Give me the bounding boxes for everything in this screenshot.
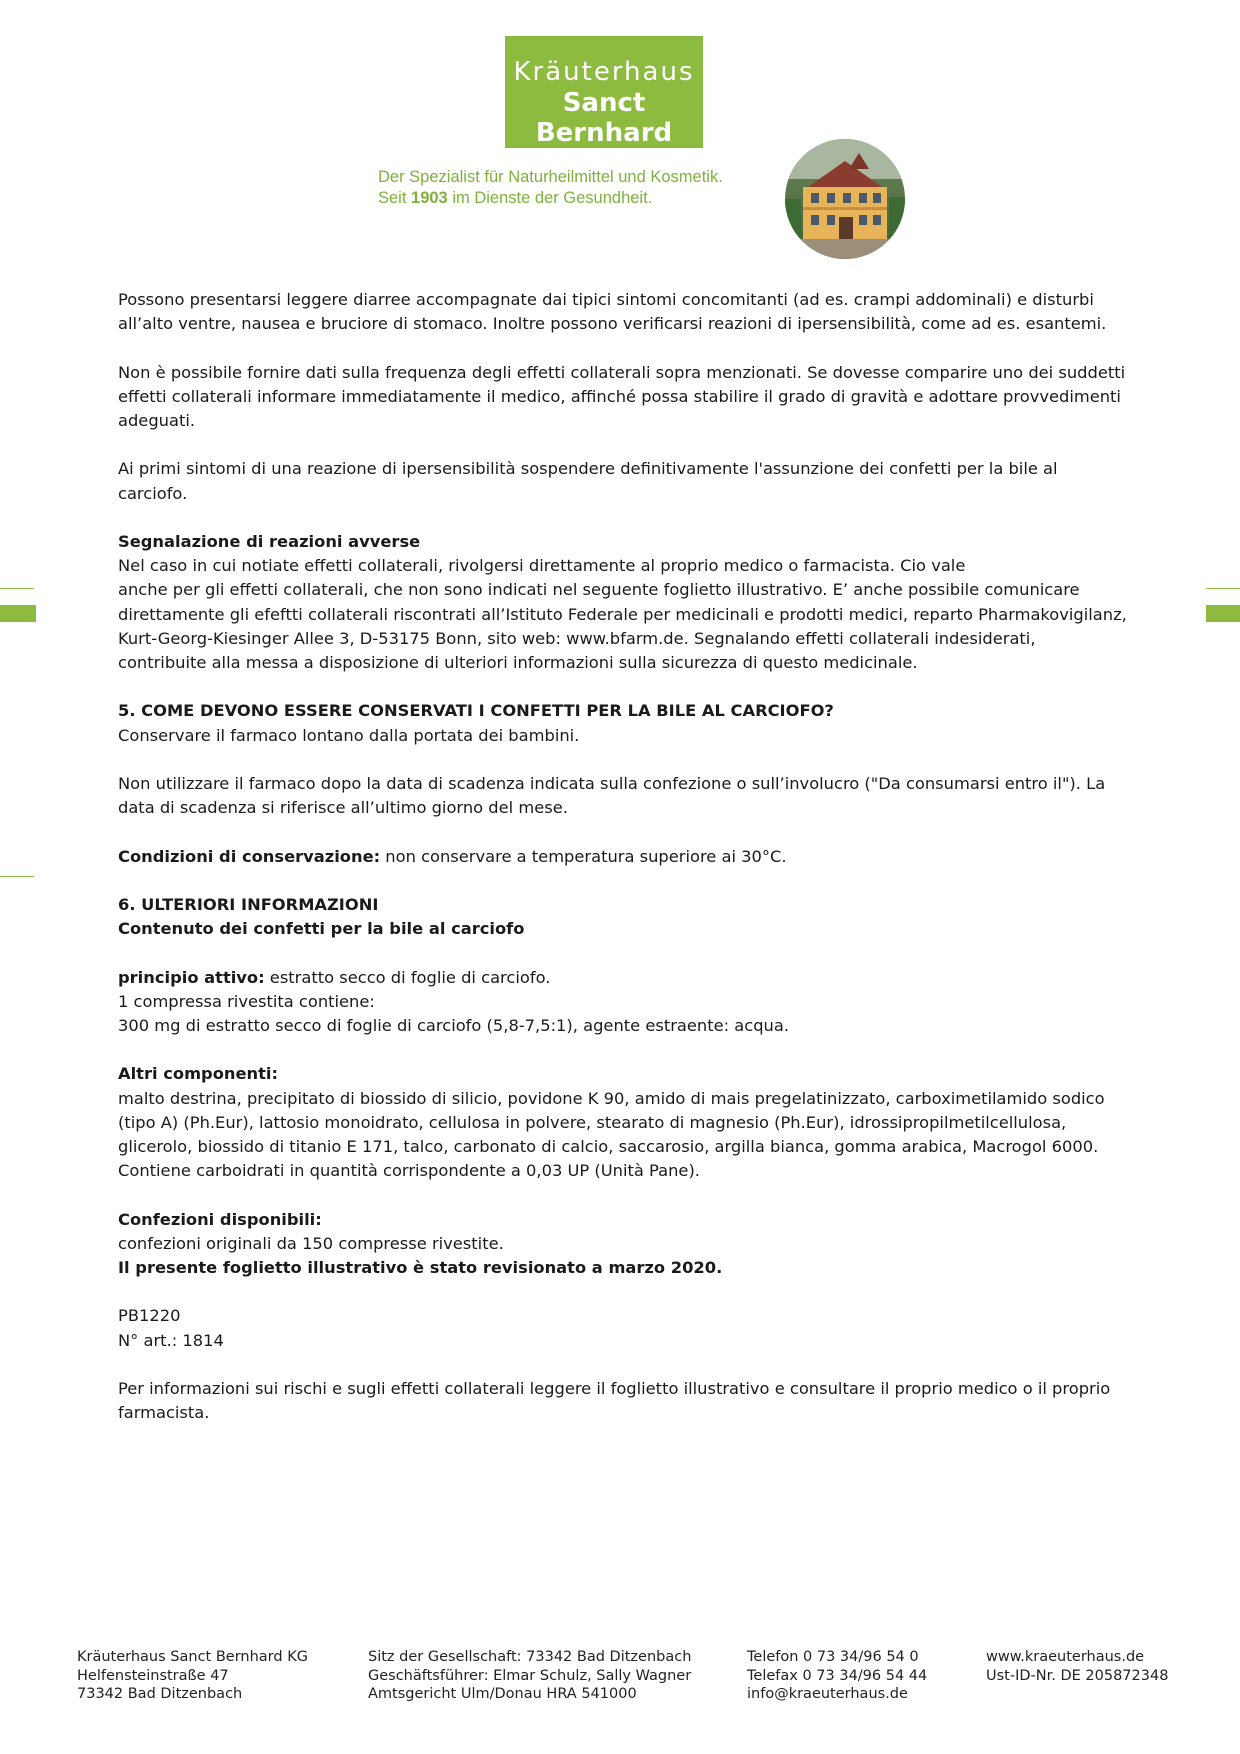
other-label: Altri componenti:: [118, 1064, 278, 1084]
tagline-line-2: [378, 188, 778, 209]
active-ingredient: [118, 966, 1128, 1039]
storage-section: [118, 699, 1128, 747]
storage-value: non conservare a temperatura superiore ai 30°C.: [380, 846, 787, 866]
expiry-paragraph: Non utilizzare il farmaco dopo la data di scadenza indicata sulla confezione o sull’involucro ("Da consumarsi entro il"). La data di scadenza si riferisce all’ultimo giorno del mese.: [118, 773, 1106, 818]
further-info-section: [118, 893, 1128, 941]
storage-conditions: [118, 845, 1128, 869]
adverse-reactions-heading: Segnalazione di reazioni avverse: [118, 531, 421, 551]
frequency-paragraph: Non è possibile fornire dati sulla frequenza degli effetti collaterali sopra menzionati. Se dovesse comparire uno dei suddetti effetti collaterali informare immediatamente il medico, affinché possa stabilire il grado di gravità e adottare provvedimenti adeguati.: [118, 362, 1126, 430]
final-note: Per informazioni sui rischi e sugli effetti collaterali leggere il foglietto illustrativo e consultare il proprio medico o il proprio farmacista.: [118, 1378, 1111, 1423]
pack-label: Confezioni disponibili:: [118, 1209, 322, 1229]
footer-fax: Telefax 0 73 34/96 54 44: [747, 1667, 928, 1684]
footer-city: 73342 Bad Ditzenbach: [77, 1686, 243, 1702]
footer-legal: [368, 1648, 691, 1704]
punch-mark-left: [0, 605, 36, 622]
building-photo: [785, 139, 905, 259]
tagline: [378, 167, 778, 209]
code-art: N° art.: 1814: [118, 1330, 224, 1350]
section-6-subheading: Contenuto dei confetti per la bile al carciofo: [118, 919, 525, 939]
section-5-text: Conservare il farmaco lontano dalla portata dei bambini.: [118, 725, 580, 745]
logo-line-1: Kräuterhaus: [513, 57, 695, 87]
storage-label: Condizioni di conservazione:: [118, 846, 381, 866]
tagline-year: 1903: [411, 189, 448, 207]
other-text: malto destrina, precipitato di biossido di silicio, povidone K 90, amido di mais pregelatinizzato, carboximetilamido sodico (tipo A) (Ph.Eur), lattosio monoidrato, cellulosa in polvere, stearato di magnesio (Ph.Eur), idrossipropilmetilcellulosa, glicerolo, biossido di titanio E 171, talco, carbonato di calcio, saccarosio, argilla bianca, gomma arabica, Macrogol 6000. Contiene carboidrati in quantità corrispondente a 0,03 UP (Unità Pane).: [118, 1088, 1105, 1181]
revision-note: Il presente foglietto illustrativo è stato revisionato a marzo 2020.: [118, 1257, 723, 1277]
fold-line-left-top: [0, 588, 34, 589]
tagline-prefix: Seit: [378, 189, 412, 207]
logo-line-2: Sanct Bernhard: [535, 88, 673, 148]
footer-web: [986, 1648, 1168, 1685]
active-line-3: 300 mg di estratto secco di foglie di carciofo (5,8-7,5:1), agente estraente: acqua.: [118, 1015, 790, 1035]
fold-line-right-top: [1206, 588, 1240, 589]
active-value: estratto secco di foglie di carciofo.: [264, 967, 551, 987]
adverse-reactions-text: anche per gli effetti collaterali, che non sono indicati nel seguente foglietto illustrativo. E’ anche possibile comunicare direttamente gli efeftti collaterali riscontrati all’Istituto Federale per medicinali e prodotti medici, reparto Pharmakovigilanz, Kurt-Georg-Kiesinger Allee 3, D-53175 Bonn, sito web: www.bfarm.de. Segnalando effetti collaterali indesiderati, contribuite alla messa a disposizione di ulteriori informazioni sulla sicurezza di questo medicinale.: [118, 580, 1127, 672]
packaging: [118, 1208, 1128, 1281]
footer-street: Helfensteinstraße 47: [77, 1667, 229, 1684]
hypersensitivity-paragraph: Ai primi sintomi di una reazione di ipersensibilità sospendere definitivamente l'assunzione dei confetti per la bile al carciofo.: [118, 459, 1058, 503]
section-6-heading: 6. ULTERIORI INFORMAZIONI: [118, 894, 379, 914]
footer-phone: Telefon 0 73 34/96 54 0: [747, 1649, 919, 1665]
punch-mark-right: [1206, 605, 1240, 622]
pack-text: confezioni originali da 150 compresse rivestite.: [118, 1233, 504, 1253]
other-components: [118, 1062, 1128, 1183]
codes: [118, 1304, 1128, 1352]
tagline-suffix: im Dienste der Gesundheit.: [447, 189, 653, 207]
leaflet-body: [118, 288, 1128, 1450]
fold-line-left-bottom: [0, 876, 34, 877]
active-line-2: 1 compressa rivestita contiene:: [118, 991, 375, 1011]
footer-register: Amtsgericht Ulm/Donau HRA 541000: [368, 1686, 637, 1702]
footer-vat-id: Ust-ID-Nr. DE 205872348: [986, 1667, 1169, 1684]
footer-website[interactable]: www.kraeuterhaus.de: [986, 1649, 1145, 1665]
footer-seat: Sitz der Gesellschaft: 73342 Bad Ditzenbach: [368, 1649, 692, 1665]
section-5-heading: 5. COME DEVONO ESSERE CONSERVATI I CONFETTI PER LA BILE AL CARCIOFO?: [118, 701, 834, 721]
code-pb: PB1220: [118, 1306, 181, 1326]
brand-logo: [505, 36, 703, 148]
adverse-reactions-line: Nel caso in cui notiate effetti collaterali, rivolgersi direttamente al proprio medico o farmacista. Cio vale: [118, 556, 966, 576]
footer-email[interactable]: info@kraeuterhaus.de: [747, 1686, 908, 1702]
adverse-reactions-section: [118, 530, 1128, 675]
footer-company: [77, 1648, 308, 1704]
footer-company-name: Kräuterhaus Sanct Bernhard KG: [77, 1649, 308, 1665]
tagline-line-1: Der Spezialist für Naturheilmittel und Kosmetik.: [378, 168, 723, 186]
active-label: principio attivo:: [118, 967, 265, 987]
footer-managers: Geschäftsführer: Elmar Schulz, Sally Wagner: [368, 1667, 692, 1684]
footer-contact: [747, 1648, 927, 1704]
side-effects-paragraph: Possono presentarsi leggere diarree accompagnate dai tipici sintomi concomitanti (ad es. crampi addominali) e disturbi all’alto ventre, nausea e bruciore di stomaco. Inoltre possono verificarsi reazioni di ipersensibilità, come ad es. esantemi.: [118, 290, 1107, 334]
